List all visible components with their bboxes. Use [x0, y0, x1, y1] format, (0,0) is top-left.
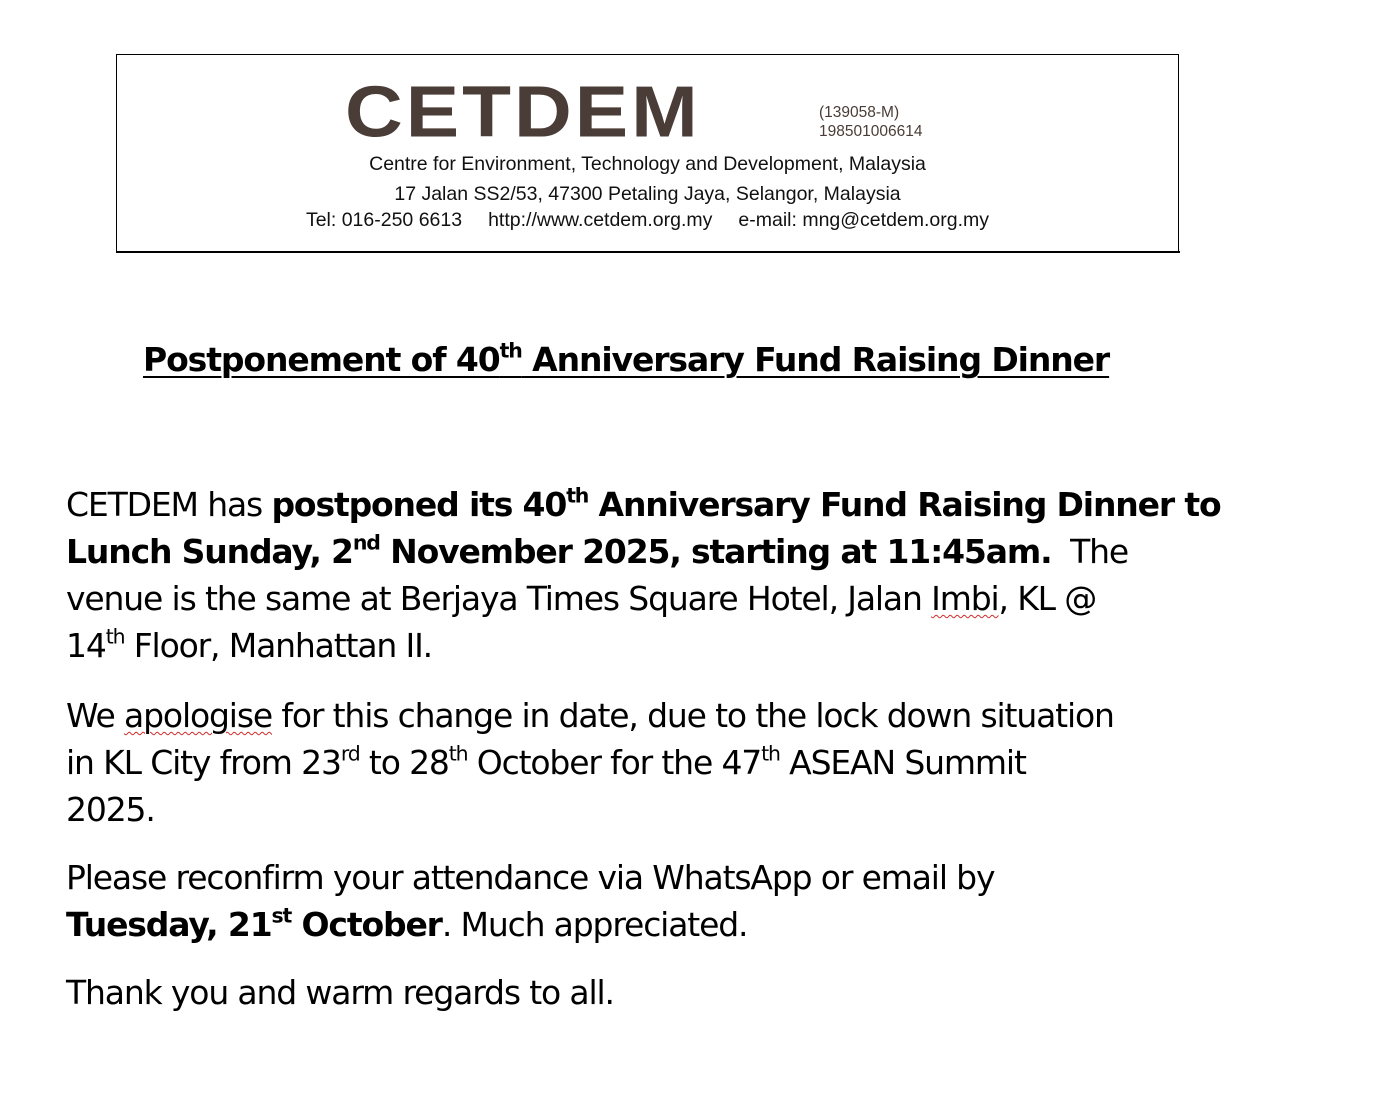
page-title: Postponement of 40th Anniversary Fund Raising Dinner — [143, 338, 1110, 379]
registration-numbers — [819, 103, 922, 141]
website-link[interactable]: http://www.cetdem.org.my — [488, 209, 713, 231]
paragraph-postponement: CETDEM has postponed its 40th Anniversary Fund Raising Dinner to Lunch Sunday, 2nd November 2025, starting at 11:45am. The venue is the same at Berjaya Times Square Hotel, Jalan Imbi, KL @ 14th Floor, Manhattan II. — [66, 483, 1221, 665]
email-link[interactable]: e-mail: mng@cetdem.org.my — [738, 209, 990, 231]
organization-address: 17 Jalan SS2/53, 47300 Petaling Jaya, Selangor, Malaysia — [394, 183, 901, 205]
organization-contact — [116, 209, 1179, 232]
paragraph-reconfirm: Please reconfirm your attendance via WhatsApp or email by Tuesday, 21st October. Much appreciated. — [66, 858, 995, 944]
registration-number-new: 198501006614 — [819, 123, 923, 140]
cetdem-logo: CETDEM — [345, 71, 701, 152]
paragraph-closing: Thank you and warm regards to all. — [66, 973, 614, 1012]
letterhead-bottom-rule — [116, 251, 1180, 253]
spellcheck-word: Imbi — [931, 579, 999, 618]
telephone: Tel: 016-250 6613 — [305, 209, 463, 231]
paragraph-apology: We apologise for this change in date, due to the lock down situation in KL City from 23rd to 28th October for the 47th ASEAN Summit 2025. — [66, 696, 1114, 829]
spellcheck-word: apologise — [124, 696, 273, 735]
organization-name: Centre for Environment, Technology and Development, Malaysia — [369, 153, 926, 175]
registration-number-old: (139058-M) — [819, 104, 900, 121]
